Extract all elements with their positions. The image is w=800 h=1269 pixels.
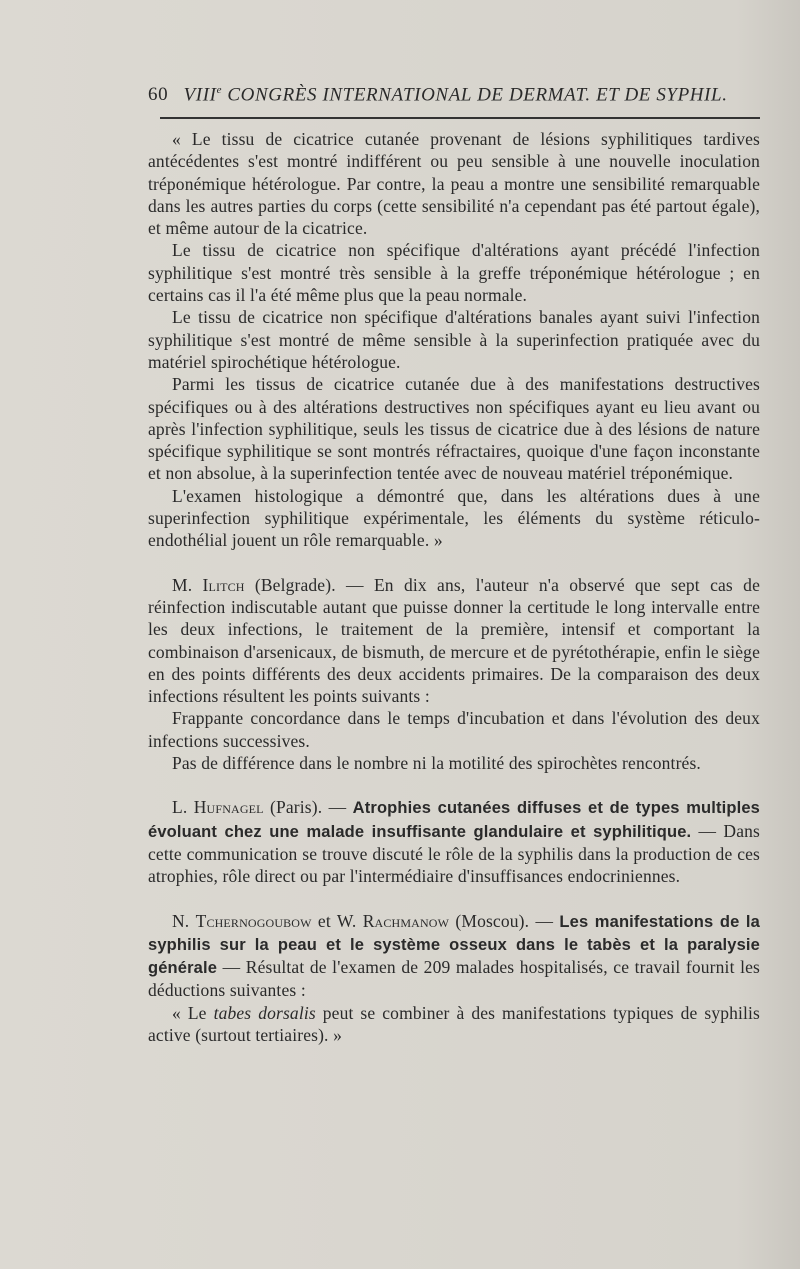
author-name: Ilitch [202,574,245,595]
hufnagel-entry [148,796,760,887]
quote-rest: peut se combiner à des manifestations typiques de syphilis active (surtout tertiaires). » [148,1002,761,1045]
quote-italic: tabes dorsalis [213,1002,316,1023]
author-prefix: L. [172,797,188,818]
author-name: Rachmanow [362,910,450,931]
quote-open: « Le [172,1002,207,1023]
author-place: (Moscou). [455,910,530,931]
header-rule [160,117,760,119]
paragraph: Pas de différence dans le nombre ni la motilité des spirochètes rencontrés. [172,753,701,774]
paragraph: « Le tissu de cicatrice cutanée provenant de lésions syphilitiques tardives antécédentes s'est montré indifférent ou peu sensible à une nouvelle inoculation tréponémique hétérologue. Par contre, la peau a montre une sensibilité remarquable dans les autres parties du corps (cette sensibilité n'a cependant pas été partout égale), et même autour de la cicatrice. [148,129,760,239]
ordinal-suffix: e [216,84,223,96]
author-prefix: N. [172,910,190,931]
communication-title: Atrophies cutanées diffuses et de types multiples évoluant chez une malade insuffisante glandulaire et syphilitique. [148,799,760,841]
entry-text: — En dix ans, l'auteur n'a observé que sept cas de réinfection indiscutable autant que puisse donner la certitude le long intervalle entre les deux infections, le traitement de la première, intensif et comportant la combinaison d'arsenicaux, de bismuth, de mercure et de pyrétothérapie, enfin le siège en des points différents des deux accidents primaires. De la comparaison des deux infections résultent les points suivants : [148,574,760,707]
author-name: Hufnagel [193,797,264,818]
author-conjunction: et [317,910,331,931]
paragraph: L'examen histologique a démontré que, dans les altérations dues à une superinfection syphilitique expérimentale, les éléments du système réticulo-endothélial jouent un rôle remarquable. » [148,485,760,551]
title-dash: — [328,797,347,818]
section-gap [148,774,760,796]
header-title: CONGRÈS INTERNATIONAL DE DERMAT. ET DE SYPHIL. [227,84,728,106]
tchernogoubow-entry [148,910,760,1002]
author-name: Tchernogoubow [195,910,312,931]
author-place: (Paris). [270,797,323,818]
author-prefix: M. [172,574,193,595]
body-text [148,128,760,1046]
paragraph: Le tissu de cicatrice non spécifique d'altérations banales ayant suivi l'infection syphilitique s'est montré de même sensible à la superinfection pratiquée avec du matériel spirochétique hétérologue. [148,307,760,372]
title-dash: — [535,910,554,931]
congress-ordinal: VIII [183,84,217,106]
communication-title: Les manifestations de la syphilis sur la peau et le système osseux dans le tabès et la paralysie générale [148,912,760,978]
quote-paragraph [148,1002,760,1047]
running-header [148,84,760,106]
ilitch-entry [148,574,760,708]
paragraph: Parmi les tissus de cicatrice cutanée due à des manifestations destructives spécifiques ou à des altérations destructives non spécifiques ayant eu lieu avant ou après l'infection syphilitique, seuls les tissus de cicatrice due à des lésions de nature spécifique syphilitique se sont montrés réfractaires, quoique d'une façon inconstante et non absolue, à la superinfection tentée avec de nouveau matériel tréponémique. [148,374,760,484]
section-gap [148,552,760,574]
section-gap [148,888,760,910]
entry-text: — Résultat de l'examen de 209 malades hospitalisés, ce travail fournit les déductions suivantes : [148,957,760,1001]
paragraph: Frappante concordance dans le temps d'incubation et dans l'évolution des deux infections successives. [148,708,760,751]
page-number: 60 [148,84,169,106]
author-prefix: W. [336,910,357,931]
paragraph: Le tissu de cicatrice non spécifique d'altérations ayant précédé l'infection syphilitique s'est montré très sensible à la greffe tréponémique hétérologue ; en certains cas il l'a été même plus que la peau normale. [148,240,760,306]
entry-text: — Dans cette communication se trouve discuté le rôle de la syphilis dans la production de ces atrophies, rôle direct ou par l'intermédiaire d'insuffisances endocriniennes. [148,820,760,887]
author-place: (Belgrade). [254,574,336,595]
